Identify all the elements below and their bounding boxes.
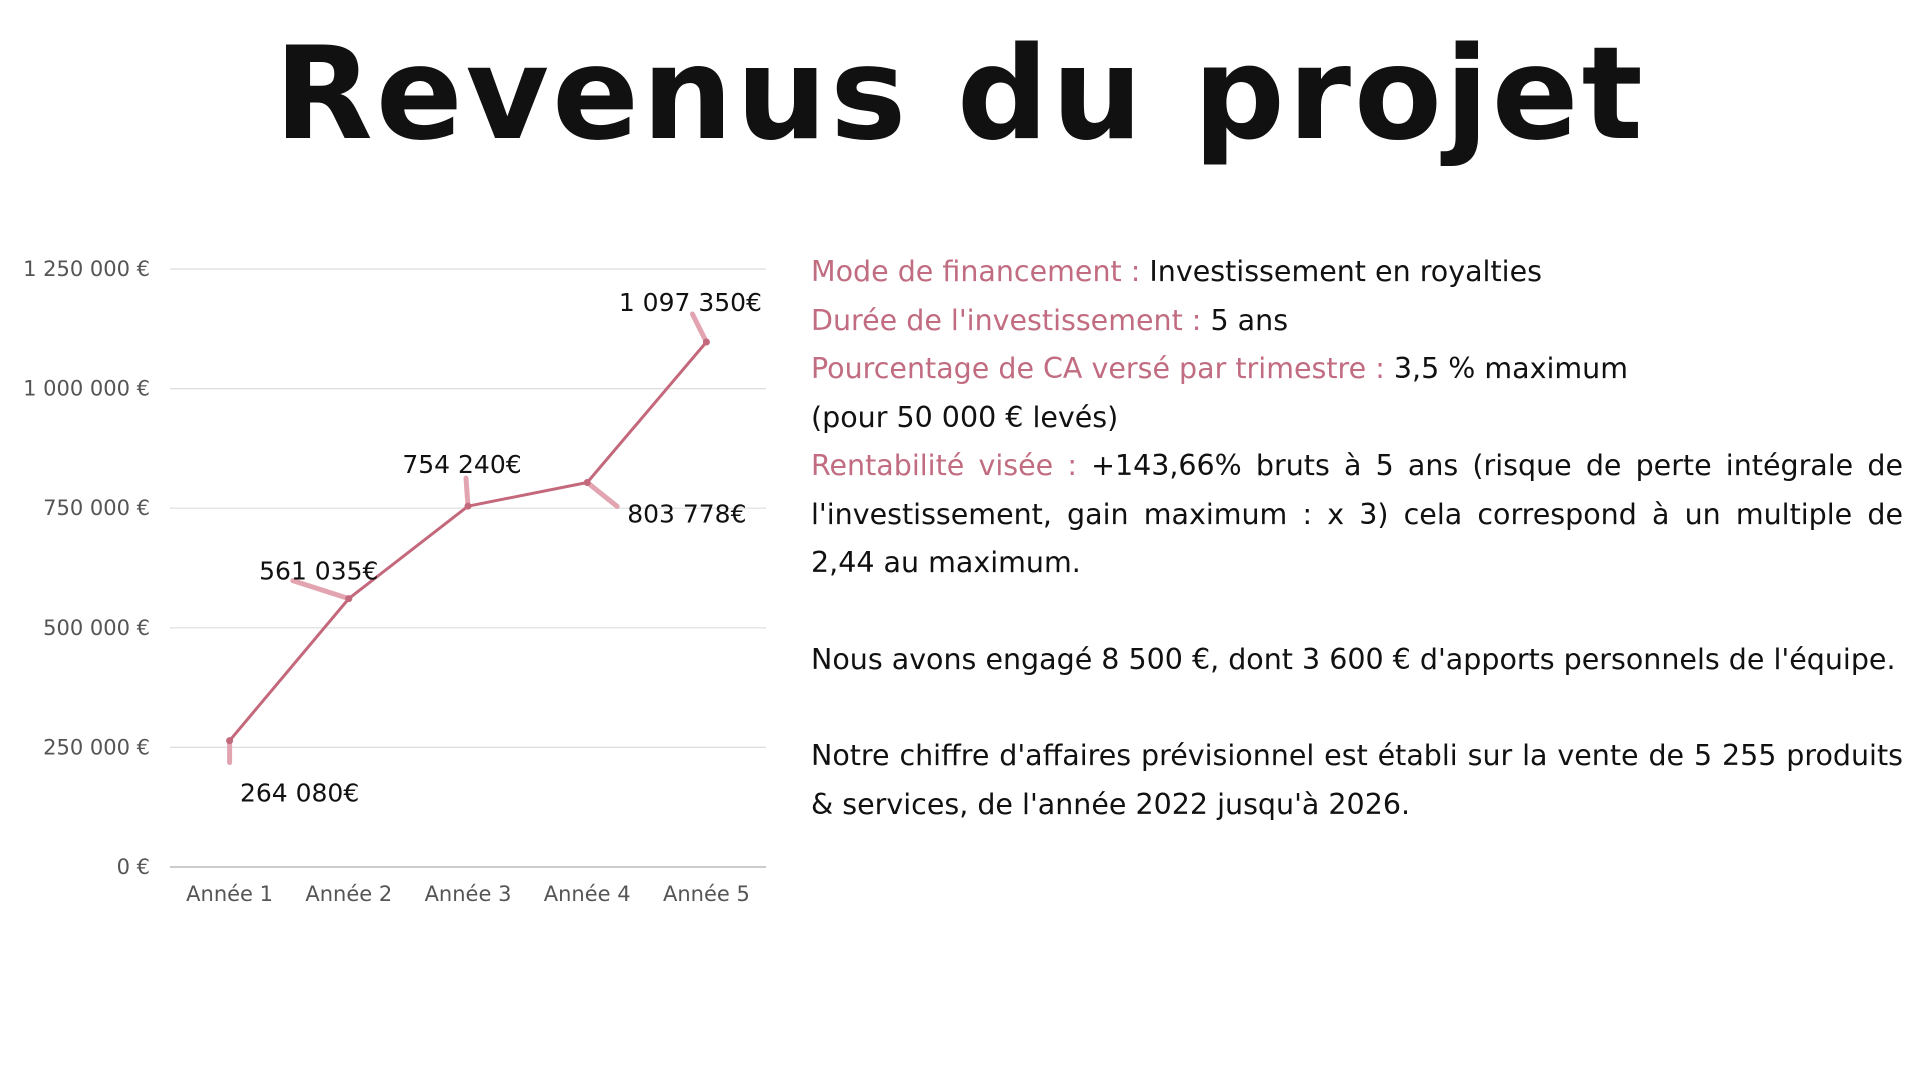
data-label-leader <box>466 478 468 506</box>
info-pourcentage-note: (pour 50 000 € levés) <box>811 400 1119 434</box>
data-point <box>703 339 710 346</box>
data-label: 803 778€ <box>627 499 747 529</box>
data-point <box>465 503 472 510</box>
revenue-line <box>230 342 707 741</box>
financing-info <box>811 248 1903 829</box>
y-tick-label: 0 € <box>116 855 150 879</box>
data-label: 754 240€ <box>402 450 522 480</box>
info-rentabilite-key: Rentabilité visée : <box>811 449 1077 482</box>
info-mode <box>811 248 1903 297</box>
info-engagement: Nous avons engagé 8 500 €, dont 3 600 € d'apports personnels de l'équipe. <box>811 642 1896 676</box>
x-tick-label: Année 5 <box>662 882 750 906</box>
data-point <box>584 479 591 486</box>
y-tick-label: 1 000 000 € <box>23 376 150 401</box>
x-tick-label: Année 4 <box>543 882 631 906</box>
data-label-leader <box>587 482 617 506</box>
info-rentabilite-value: +143,66% bruts à 5 ans (risque de perte intégrale de l'investissement, gain maximum : x 3) cela correspond à un multiple de 2,44 au maximum. <box>811 449 1903 579</box>
data-label: 1 097 350€ <box>618 288 762 318</box>
data-point <box>345 595 352 602</box>
x-tick-label: Année 3 <box>424 882 512 906</box>
data-label-leaders <box>230 314 707 763</box>
revenue-line-chart <box>0 0 800 930</box>
y-tick-label: 750 000 € <box>43 496 150 521</box>
info-chiffre-affaires: Notre chiffre d'affaires prévisionnel est établi sur la vente de 5 255 produits & services, de l'année 2022 jusqu'à 2026. <box>811 739 1903 821</box>
info-pourcentage-value: 3,5 % maximum <box>1384 352 1628 385</box>
info-mode-value: Investissement en royalties <box>1140 255 1542 288</box>
info-mode-key: Mode de financement : <box>811 255 1141 288</box>
info-duree <box>811 297 1903 346</box>
info-rentabilite <box>811 442 1903 588</box>
info-pourcentage <box>811 345 1903 394</box>
data-point <box>226 737 233 744</box>
data-label: 264 080€ <box>239 778 360 808</box>
data-label: 561 035€ <box>259 556 379 586</box>
info-duree-key: Durée de l'investissement : <box>811 303 1202 337</box>
info-duree-value: 5 ans <box>1201 303 1289 337</box>
info-pourcentage-key: Pourcentage de CA versé par trimestre : <box>811 352 1385 385</box>
y-tick-label: 500 000 € <box>43 615 150 640</box>
page-title: Revenus du projet <box>274 20 1646 169</box>
y-tick-label: 250 000 € <box>43 735 150 760</box>
y-axis <box>23 257 150 879</box>
x-tick-label: Année 2 <box>305 882 393 906</box>
data-labels <box>240 288 762 808</box>
x-tick-label: Année 1 <box>186 882 274 906</box>
x-axis <box>186 882 750 906</box>
y-tick-label: 1 250 000 € <box>23 257 150 281</box>
data-label-leader <box>692 314 706 342</box>
revenue-series <box>226 339 710 745</box>
